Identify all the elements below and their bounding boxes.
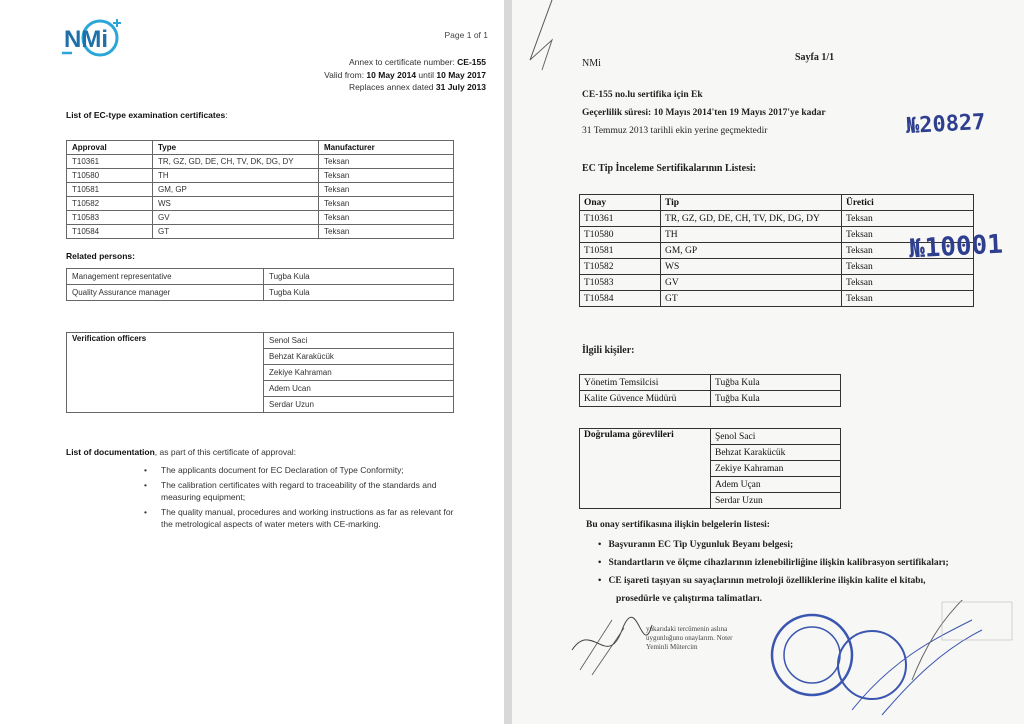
table-row: T10582 WS Teksan	[67, 197, 454, 211]
notary-stamp-box	[942, 602, 1012, 640]
page-gap	[504, 0, 512, 724]
signature-stamp-area	[552, 600, 1024, 724]
table-row: T10361 TR, GZ, GD, DE, CH, TV, DK, DG, DY Teksan	[580, 211, 974, 227]
annex-label: Annex to certificate number:	[348, 57, 458, 67]
table-row: T10583 GV Teksan	[580, 275, 974, 291]
table-row	[67, 333, 454, 349]
stamp-number-2: №10001	[908, 229, 1004, 265]
nmi-label: NMi	[582, 58, 601, 69]
replaces-line: 31 Temmuz 2013 tarihli ekin yerine geçmektedir	[582, 126, 768, 136]
nmi-logo	[56, 16, 128, 60]
header-type: Type	[153, 141, 319, 155]
certificate-number: CE-155	[457, 57, 486, 67]
table-row: Quality Assurance manager Tugba Kula	[67, 285, 454, 301]
related-persons-table	[66, 268, 454, 301]
documentation-title: Bu onay sertifikasına ilişkin belgelerin listesi:	[586, 520, 770, 530]
valid-from-date: 10 May 2014	[366, 69, 417, 80]
officer-name: Adem Uçan	[711, 477, 841, 493]
table-row: T10361 TR, GZ, GD, DE, CH, TV, DK, DG, DY Teksan	[67, 155, 454, 169]
list-item: • Başvuranın EC Tip Uygunluk Beyanı belgesi;	[598, 540, 794, 550]
documentation-title: List of documentation	[66, 447, 155, 457]
list-item: • The calibration certificates with regard to traceability of the standards and measuring equipment;	[144, 480, 437, 502]
list-item: • Standartların ve ölçme cihazlarının izlenebilirliğine ilişkin kalibrasyon sertifikaları;	[598, 558, 949, 568]
table-row: T10582 WS Teksan	[580, 259, 974, 275]
related-persons-table	[579, 374, 841, 407]
table-row: T10580 TH Teksan	[67, 169, 454, 183]
verification-officers-table	[579, 428, 841, 509]
replaces-label: Replaces annex dated	[348, 82, 436, 92]
verification-officers-table	[66, 332, 454, 413]
valid-until-date: 10 May 2017	[436, 69, 486, 80]
officer-name: Serdar Uzun	[264, 397, 454, 413]
page-number: Sayfa 1/1	[795, 52, 835, 63]
officer-name: Senol Saci	[264, 333, 454, 349]
related-persons-title: İlgili kişiler:	[582, 345, 635, 356]
table-row: T10580 TH Teksan	[580, 227, 974, 243]
table-header-row: Onay Tip Üretici	[580, 195, 974, 211]
header-manufacturer: Manufacturer	[319, 141, 454, 155]
table-row: Management representative Tugba Kula	[67, 269, 454, 285]
list-item: • The applicants document for EC Declaration of Type Conformity;	[144, 465, 404, 475]
signature-mark	[580, 620, 624, 675]
table-row: T10584 GT Teksan	[67, 225, 454, 239]
stamp-number-1: №20827	[905, 109, 987, 140]
officer-name: Behzat Karakücük	[711, 445, 841, 461]
table-row: T10583 GV Teksan	[67, 211, 454, 225]
officer-name: Zekiye Kahraman	[264, 365, 454, 381]
page-number: Page 1 of 1	[444, 30, 488, 40]
certificates-list-title: EC Tip İnceleme Sertifikalarının Listesi:	[582, 163, 757, 174]
officer-name: Adem Ucan	[264, 381, 454, 397]
officer-name: Şenol Saci	[711, 429, 841, 445]
certificates-table	[66, 140, 454, 239]
documentation-list	[66, 446, 466, 533]
verification-officers-label: Doğrulama görevlileri	[580, 429, 711, 509]
officer-name: Zekiye Kahraman	[711, 461, 841, 477]
replaces-date: 31 July 2013	[435, 82, 486, 92]
table-row: Kalite Güvence Müdürü Tuğba Kula	[580, 391, 841, 407]
officer-name: Behzat Karakücük	[264, 349, 454, 365]
table-row: T10581 GM, GP Teksan	[67, 183, 454, 197]
list-item: • The quality manual, procedures and working instructions as far as relevant for the metrological aspects of water meters with CE-marking.	[144, 507, 454, 529]
annex-title: CE-155 no.lu sertifika için Ek	[582, 90, 703, 100]
table-row: T10584 GT Teksan	[580, 291, 974, 307]
table-header-row	[67, 141, 454, 155]
table-row: T10581 GM, GP Teksan	[580, 243, 974, 259]
certificate-annex-turkish-scan	[512, 0, 1024, 724]
certificate-annex-english	[0, 0, 504, 724]
list-item-continuation: prosedürle ve çalıştırma talimatları.	[616, 594, 762, 604]
related-persons-title: Related persons:	[66, 251, 135, 261]
validity-line: Geçerlilik süresi: 10 Mayıs 2014'ten 19 Mayıs 2017'ye kadar	[582, 108, 826, 118]
officer-name: Serdar Uzun	[711, 493, 841, 509]
valid-from-label: Valid from:	[324, 69, 367, 80]
verification-officers-label: Verification officers	[67, 333, 264, 413]
until-word: until	[416, 69, 437, 80]
translator-note: yukarıdaki tercümenin aslına uygunluğunu onaylarım. Noter Yeminli Mütercim	[646, 625, 733, 651]
logo-letters: NMi	[64, 26, 108, 53]
header-approval: Approval	[67, 141, 153, 155]
table-row: Yönetim Temsilcisi Tuğba Kula	[580, 375, 841, 391]
table-row	[580, 429, 841, 445]
round-stamp-icon	[838, 631, 906, 699]
list-item: • CE işareti taşıyan su sayaçlarının metroloji özelliklerine ilişkin kalite el kitabı,	[598, 576, 926, 586]
certificates-list-title: List of EC-type examination certificates:	[66, 110, 228, 120]
annex-header	[324, 56, 486, 94]
documentation-intro: , as part of this certificate of approval:	[154, 447, 297, 457]
